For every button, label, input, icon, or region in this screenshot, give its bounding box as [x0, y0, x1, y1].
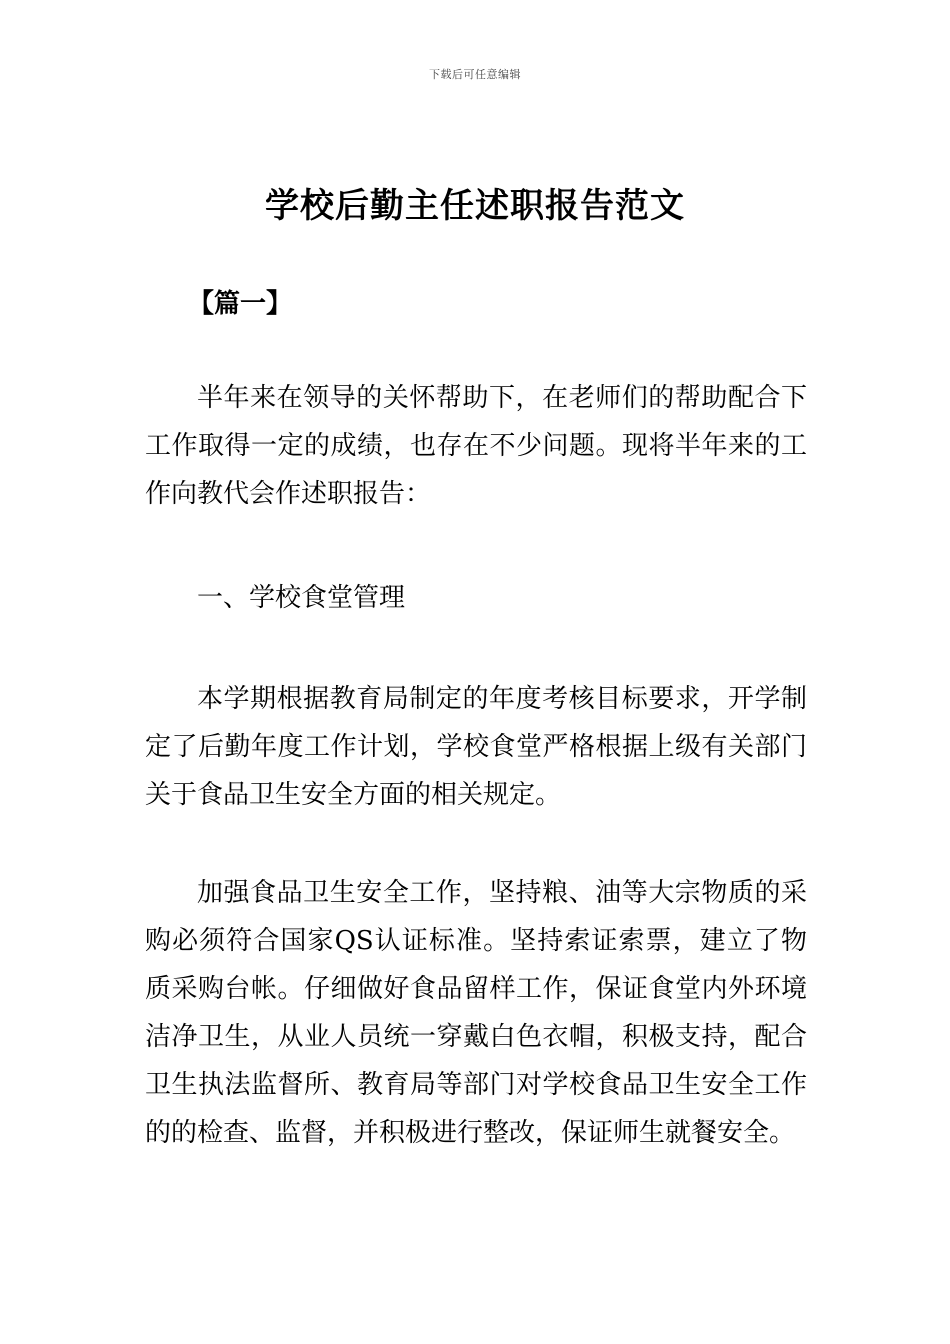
paragraph-plan: 本学期根据教育局制定的年度考核目标要求，开学制定了后勤年度工作计划，学校食堂严格根据上级有关部门关于食品卫生安全方面的相关规定。 — [145, 684, 807, 810]
paragraph-food-safety: 加强食品卫生安全工作，坚持粮、油等大宗物质的采购必须符合国家QS认证标准。坚持索证索票，建立了物质采购台帐。仔细做好食品留样工作，保证食堂内外环境洁净卫生，从业人员统一穿戴白色衣帽，积极支持，配合卫生执法监督所、教育局等部门对学校食品卫生安全工作的的检查、监督，并积极进行整改，保证师生就餐安全。 — [145, 878, 807, 1148]
paragraph-intro: 半年来在领导的关怀帮助下，在老师们的帮助配合下工作取得一定的成绩，也存在不少问题。现将半年来的工作向教代会作述职报告： — [145, 383, 807, 509]
document-title: 学校后勤主任述职报告范文 — [265, 186, 685, 226]
header-note: 下载后可任意编辑 — [429, 68, 521, 81]
section-label: 【篇一】 — [188, 289, 293, 319]
heading-canteen-management: 一、学校食堂管理 — [197, 583, 406, 613]
